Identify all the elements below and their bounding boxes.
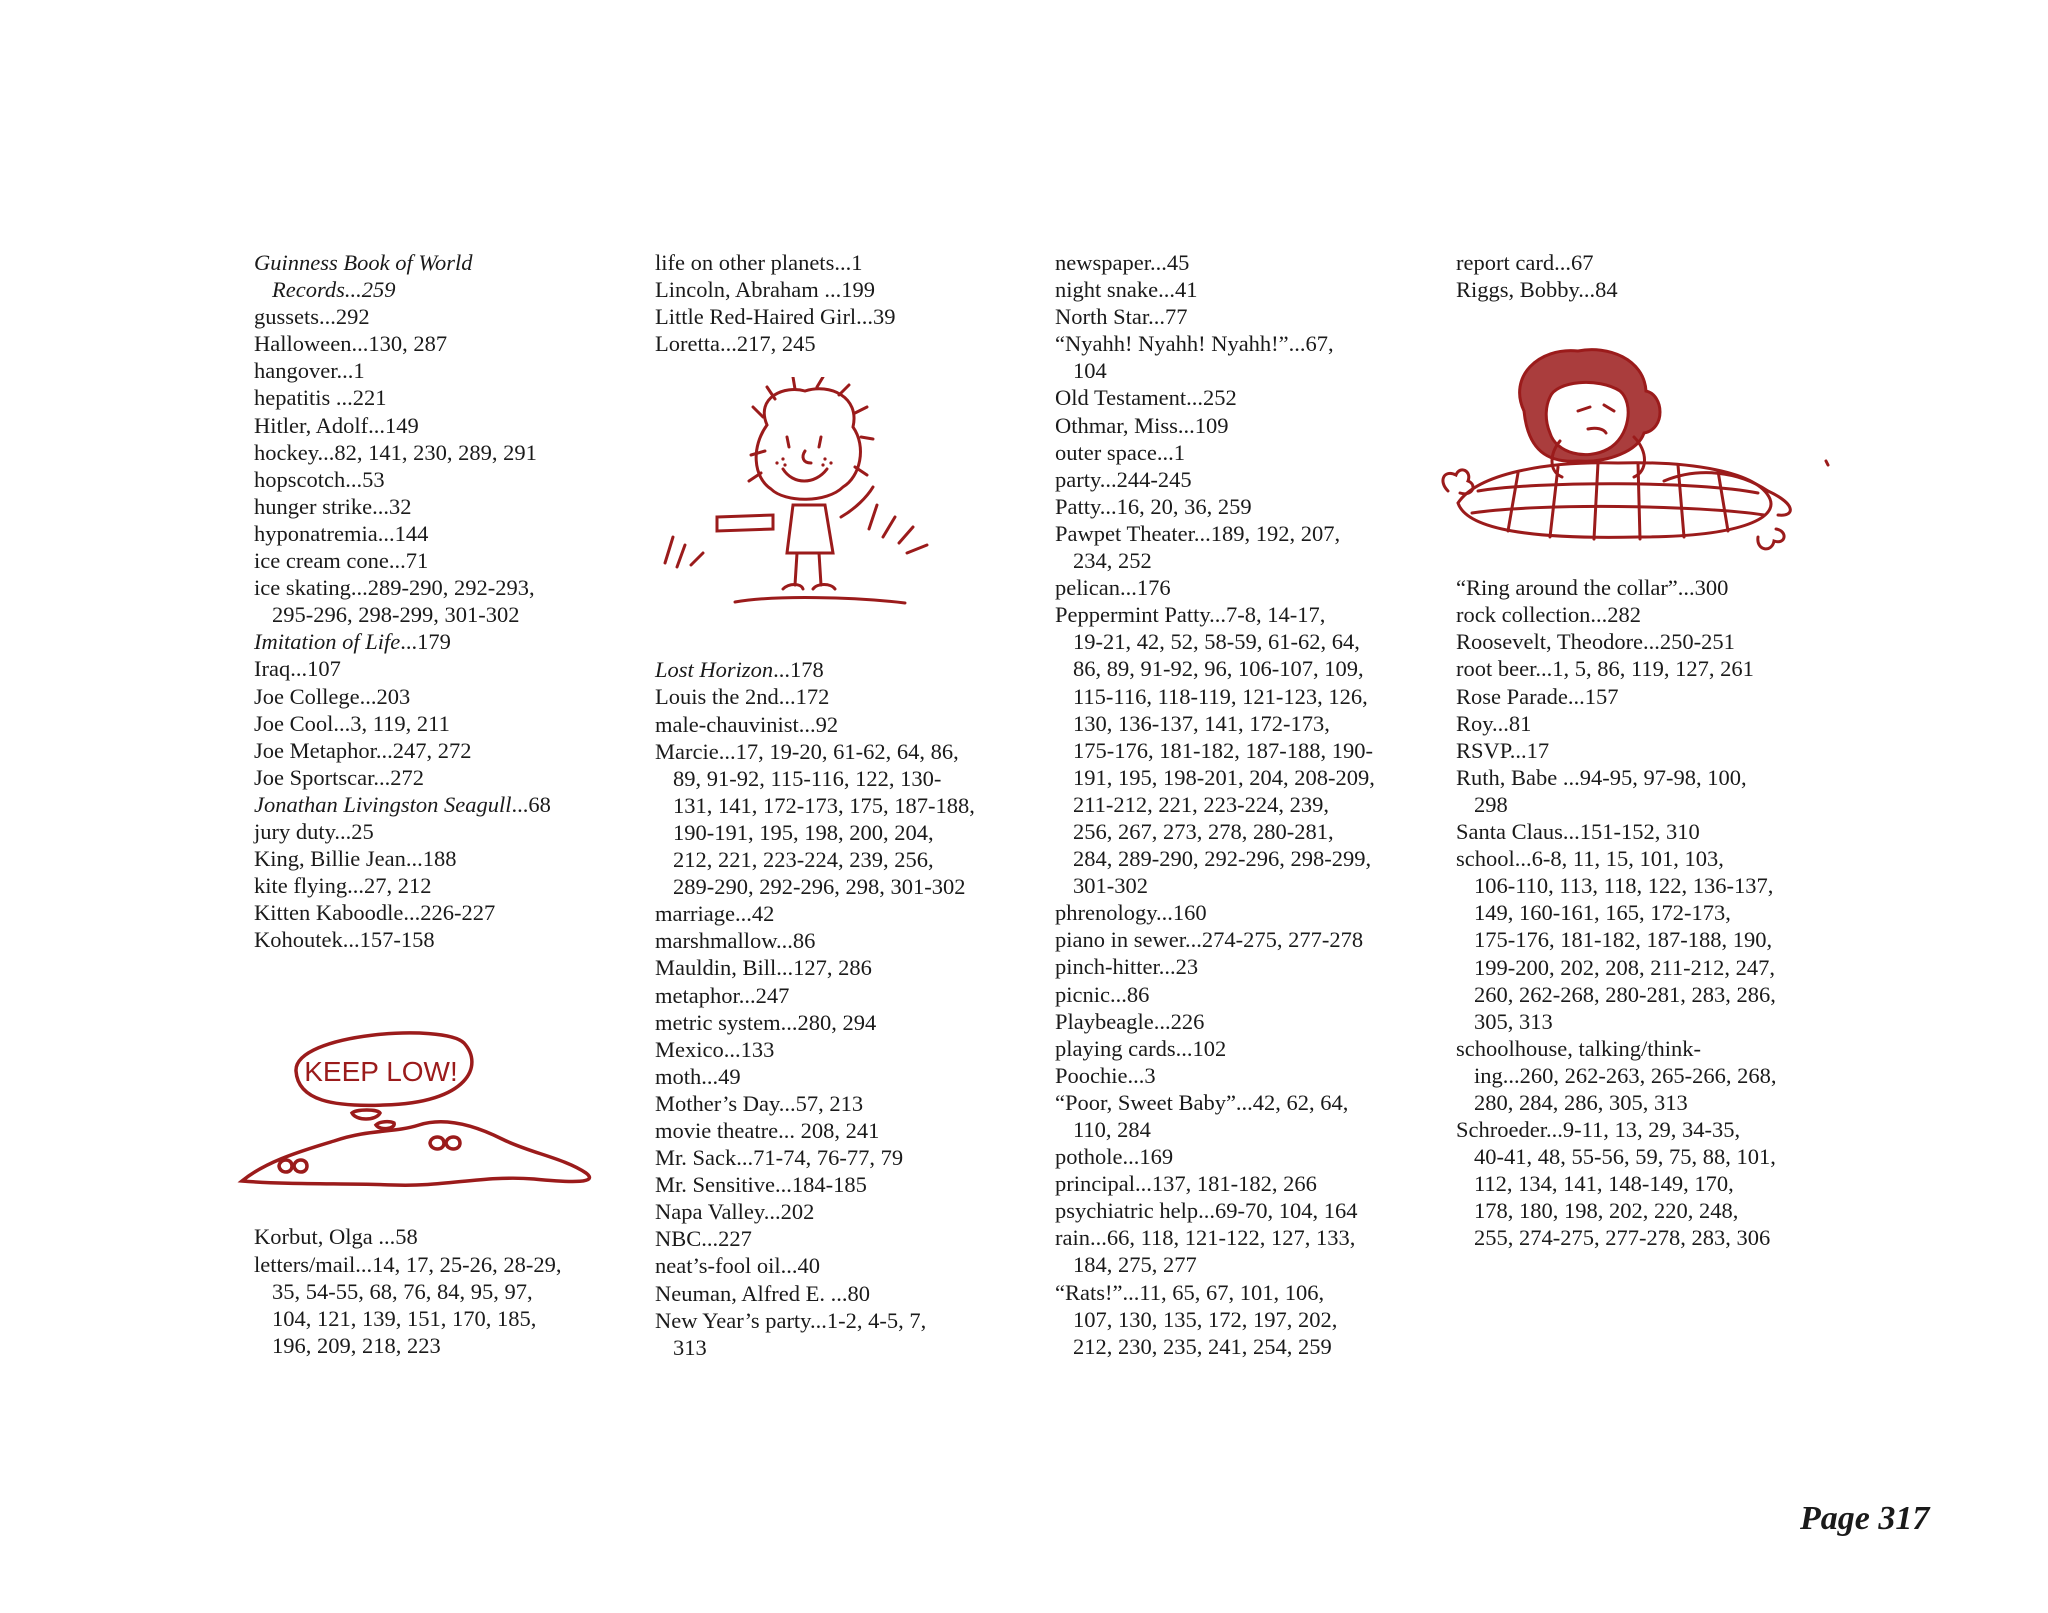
- index-entry: letters/mail...14, 17, 25-26, 28-29, 35, 54-55, 68, 76, 84, 95, 97, 104, 121, 139, 151, 170, 185, 196, 209, 218, 223: [254, 1251, 562, 1358]
- index-entry: “Poor, Sweet Baby”...42, 62, 64, 110, 284: [1055, 1089, 1349, 1142]
- index-column-1: [254, 249, 634, 1359]
- index-entry: metaphor...247: [655, 982, 790, 1008]
- index-entry: Lincoln, Abraham ...199: [655, 277, 875, 303]
- index-entry: “Ring around the collar”...300: [1456, 575, 1729, 601]
- index-entry: male-chauvinist...92: [655, 711, 839, 737]
- speech-bubble-text: KEEP LOW!: [304, 1056, 458, 1088]
- index-entry: kite flying...27, 212: [254, 873, 432, 899]
- index-entry: schoolhouse, talking/think- ing...260, 262-263, 265-266, 268, 280, 284, 286, 305, 313: [1456, 1035, 1777, 1115]
- index-entry: Old Testament...252: [1055, 385, 1237, 411]
- index-entry: Joe Metaphor...247, 272: [254, 737, 472, 763]
- index-entry: Guinness Book of World Records...259: [254, 250, 473, 303]
- index-entry: report card...67: [1456, 250, 1594, 275]
- index-entry: newspaper...45: [1055, 250, 1190, 275]
- index-entry: RSVP...17: [1456, 737, 1550, 763]
- index-group-before: [655, 249, 1035, 357]
- index-entry: rain...66, 118, 121-122, 127, 133, 184, 275, 277: [1055, 1225, 1356, 1278]
- index-entry: life on other planets...1: [655, 250, 863, 275]
- index-entry: moth...49: [655, 1063, 741, 1089]
- index-entry: Othmar, Miss...109: [1055, 412, 1229, 438]
- index-group-before: [1456, 249, 1836, 303]
- index-entry: NBC...227: [655, 1226, 752, 1252]
- index-entry: Napa Valley...202: [655, 1199, 815, 1225]
- index-entry: Mr. Sensitive...184-185: [655, 1172, 867, 1198]
- index-entry: marshmallow...86: [655, 928, 816, 954]
- index-entry: Mexico...133: [655, 1036, 775, 1062]
- index-entry: hyponatremia...144: [254, 520, 429, 546]
- index-entry: neat’s-fool oil...40: [655, 1253, 820, 1279]
- index-entry: Louis the 2nd...172: [655, 684, 830, 710]
- index-group-before: [1055, 249, 1435, 1360]
- index-entry: picnic...86: [1055, 981, 1150, 1007]
- index-entry: Patty...16, 20, 36, 259: [1055, 493, 1252, 519]
- index-entry: night snake...41: [1055, 277, 1198, 303]
- snoopy-keep-low-illustration: [234, 1013, 614, 1213]
- index-entry: Roosevelt, Theodore...250-251: [1456, 629, 1735, 655]
- index-entry: piano in sewer...274-275, 277-278: [1055, 927, 1364, 953]
- index-entry: Loretta...217, 245: [655, 331, 816, 357]
- index-entry: Santa Claus...151-152, 310: [1456, 819, 1700, 845]
- index-entry: Korbut, Olga ...58: [254, 1224, 418, 1250]
- index-group-after: [655, 656, 1035, 1360]
- index-entry: Little Red-Haired Girl...39: [655, 304, 896, 330]
- index-entry: psychiatric help...69-70, 104, 164: [1055, 1198, 1358, 1224]
- index-entry: school...6-8, 11, 15, 101, 103, 106-110, 113, 118, 122, 136-137, 149, 160-161, 165, 172-173, 175-176, 181-182, 187-188, 190, 199-200, 202, 208, 211-212, 247, 260, 262-268, 280-281, 283, 286, 305, 313: [1456, 846, 1776, 1034]
- index-column-4: [1456, 249, 1836, 1252]
- index-entry: hangover...1: [254, 358, 365, 384]
- index-entry: “Nyahh! Nyahh! Nyahh!”...67, 104: [1055, 331, 1334, 384]
- lucy-on-pillow-illustration: [1438, 341, 1838, 571]
- index-entry: Mother’s Day...57, 213: [655, 1090, 864, 1116]
- index-entry: hopscotch...53: [254, 466, 385, 492]
- index-entry: Riggs, Bobby...84: [1456, 277, 1618, 303]
- index-entry: Neuman, Alfred E. ...80: [655, 1280, 870, 1306]
- index-entry: phrenology...160: [1055, 900, 1207, 926]
- index-entry: Kitten Kaboodle...226-227: [254, 900, 496, 926]
- index-entry: pinch-hitter...23: [1055, 954, 1199, 980]
- index-entry: hunger strike...32: [254, 493, 412, 519]
- index-entry: hepatitis ...221: [254, 385, 387, 411]
- index-entry: principal...137, 181-182, 266: [1055, 1171, 1317, 1197]
- index-entry: outer space...1: [1055, 439, 1185, 465]
- index-entry: Joe Sportscar...272: [254, 764, 424, 790]
- index-entry: Jonathan Livingston Seagull...68: [254, 791, 551, 817]
- index-entry: gussets...292: [254, 304, 370, 330]
- index-entry: King, Billie Jean...188: [254, 846, 457, 872]
- index-column-3: [1055, 249, 1435, 1360]
- index-entry: Joe College...203: [254, 683, 411, 709]
- index-entry: hockey...82, 141, 230, 289, 291: [254, 439, 537, 465]
- index-entry: New Year’s party...1-2, 4-5, 7, 313: [655, 1307, 927, 1360]
- index-entry: pothole...169: [1055, 1144, 1174, 1170]
- index-entry: Joe Cool...3, 119, 211: [254, 710, 450, 736]
- index-entry: “Rats!”...11, 65, 67, 101, 106, 107, 130, 135, 172, 197, 202, 212, 230, 235, 241, 254, 259: [1055, 1279, 1338, 1359]
- index-column-2: [655, 249, 1035, 1361]
- index-entry: Poochie...3: [1055, 1062, 1156, 1088]
- index-entry: root beer...1, 5, 86, 119, 127, 261: [1456, 656, 1754, 682]
- index-entry: Pawpet Theater...189, 192, 207, 234, 252: [1055, 520, 1341, 574]
- index-entry: marriage...42: [655, 901, 775, 927]
- index-entry: Playbeagle...226: [1055, 1008, 1205, 1034]
- index-entry: Iraq...107: [254, 656, 341, 682]
- index-entry: jury duty...25: [254, 818, 374, 844]
- index-entry: Schroeder...9-11, 13, 29, 34-35, 40-41, 48, 55-56, 59, 75, 88, 101, 112, 134, 141, 148-149, 170, 178, 180, 198, 202, 220, 248, 255, 274-275, 277-278, 283, 306: [1456, 1117, 1776, 1251]
- index-entry: Lost Horizon...178: [655, 657, 824, 683]
- index-group-after: [254, 1223, 634, 1358]
- index-entry: Rose Parade...157: [1456, 683, 1619, 709]
- illustration-slot: [655, 357, 1035, 656]
- index-entry: Mr. Sack...71-74, 76-77, 79: [655, 1145, 904, 1171]
- frieda-illustration: [655, 377, 955, 617]
- index-entry: Peppermint Patty...7-8, 14-17, 19-21, 42, 52, 58-59, 61-62, 64, 86, 89, 91-92, 96, 106-107, 109, 115-116, 118-119, 121-123, 126, 130, 136-137, 141, 172-173, 175-176, 181-182, 187-188, 190- 191, 195, 198-201, 204, 208-209, 211-212, 221, 223-224, 239, 256, 267, 273, 278, 280-281, 284, 289-290, 292-296, 298-299, 301-302: [1055, 602, 1375, 899]
- index-entry: North Star...77: [1055, 304, 1188, 330]
- index-entry: pelican...176: [1055, 575, 1171, 601]
- index-entry: movie theatre... 208, 241: [655, 1117, 880, 1143]
- index-group-after: [1456, 574, 1836, 1251]
- index-group-before: [254, 249, 634, 953]
- index-entry: Imitation of Life...179: [254, 629, 451, 655]
- illustration-slot: [254, 953, 634, 1223]
- index-entry: ice skating...289-290, 292-293, 295-296, 298-299, 301-302: [254, 575, 535, 628]
- index-entry: rock collection...282: [1456, 602, 1641, 628]
- index-entry: Kohoutek...157-158: [254, 927, 435, 953]
- illustration-slot: [1456, 303, 1836, 574]
- page-number: Page 317: [1800, 1500, 1930, 1537]
- index-entry: playing cards...102: [1055, 1035, 1227, 1061]
- index-entry: ice cream cone...71: [254, 548, 429, 574]
- index-entry: Hitler, Adolf...149: [254, 412, 419, 438]
- index-entry: Ruth, Babe ...94-95, 97-98, 100, 298: [1456, 764, 1747, 817]
- index-entry: party...244-245: [1055, 466, 1192, 492]
- index-entry: Mauldin, Bill...127, 286: [655, 955, 872, 981]
- index-entry: metric system...280, 294: [655, 1009, 877, 1035]
- index-entry: Halloween...130, 287: [254, 331, 448, 357]
- index-entry: Roy...81: [1456, 710, 1532, 736]
- index-entry: Marcie...17, 19-20, 61-62, 64, 86, 89, 91-92, 115-116, 122, 130- 131, 141, 172-173, 175, 187-188, 190-191, 195, 198, 200, 204, 212, 221, 223-224, 239, 256, 289-290, 292-296, 298, 301-302: [655, 738, 975, 900]
